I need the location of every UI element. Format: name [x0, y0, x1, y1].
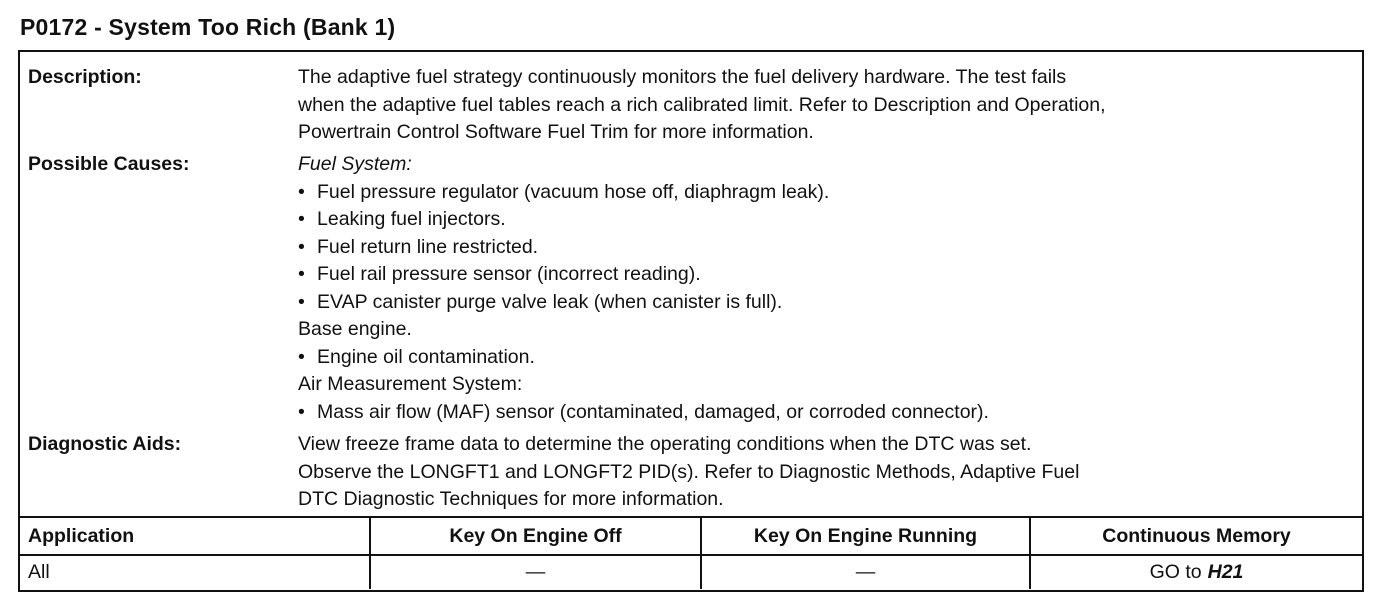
diagnostic-aids-text: [298, 431, 1354, 514]
pinpoint-test-code: H21: [1207, 561, 1244, 583]
page-title: P0172 - System Too Rich (Bank 1): [20, 14, 396, 40]
diagnostic-aids-line: Observe the LONGFT1 and LONGFT2 PID(s). Refer to Diagnostic Methods, Adaptive Fuel: [298, 460, 1080, 483]
description-text: [298, 64, 1354, 147]
description-line: Powertrain Control Software Fuel Trim for more information.: [298, 121, 814, 143]
list-item: • EVAP canister purge valve leak (when canister is full).: [298, 289, 1354, 317]
base-engine-heading: Base engine.: [298, 318, 412, 340]
column-header-koeo: Key On Engine Off: [370, 517, 701, 555]
possible-causes-label: Possible Causes:: [28, 153, 190, 175]
list-item: • Fuel return line restricted.: [298, 234, 1354, 262]
list-item: • Fuel rail pressure sensor (incorrect reading).: [298, 261, 1354, 289]
dtc-info-box: [18, 50, 1364, 592]
possible-causes-list: [298, 151, 1354, 426]
cell-koeo: —: [370, 555, 701, 589]
description-label: Description:: [28, 66, 142, 88]
column-header-continuous-memory: Continuous Memory: [1030, 517, 1362, 555]
diagnostic-aids-label: Diagnostic Aids:: [28, 433, 182, 455]
application-table: [20, 516, 1362, 589]
list-item: • Fuel pressure regulator (vacuum hose off, diaphragm leak).: [298, 179, 1354, 207]
cell-application: All: [20, 555, 370, 589]
table-header-row: [20, 517, 1362, 555]
column-header-application: Application: [20, 517, 370, 555]
list-item: • Mass air flow (MAF) sensor (contaminated, damaged, or corroded connector).: [298, 399, 1354, 427]
diagnostic-aids-line: DTC Diagnostic Techniques for more information.: [298, 488, 724, 510]
goto-text: GO to: [1149, 561, 1202, 583]
diagnostic-aids-line: View freeze frame data to determine the operating conditions when the DTC was set.: [298, 433, 1032, 455]
table-row: [20, 555, 1362, 589]
description-line: The adaptive fuel strategy continuously monitors the fuel delivery hardware. The test fails: [298, 66, 1067, 88]
air-measurement-heading: Air Measurement System:: [298, 373, 523, 395]
list-item: • Engine oil contamination.: [298, 344, 1354, 372]
cell-koer: —: [701, 555, 1030, 589]
cell-continuous-memory: [1030, 555, 1362, 589]
fuel-system-heading: Fuel System:: [298, 153, 412, 175]
list-item: • Leaking fuel injectors.: [298, 206, 1354, 234]
column-header-koer: Key On Engine Running: [701, 517, 1030, 555]
description-line: when the adaptive fuel tables reach a rich calibrated limit. Refer to Description and Operation,: [298, 93, 1106, 116]
